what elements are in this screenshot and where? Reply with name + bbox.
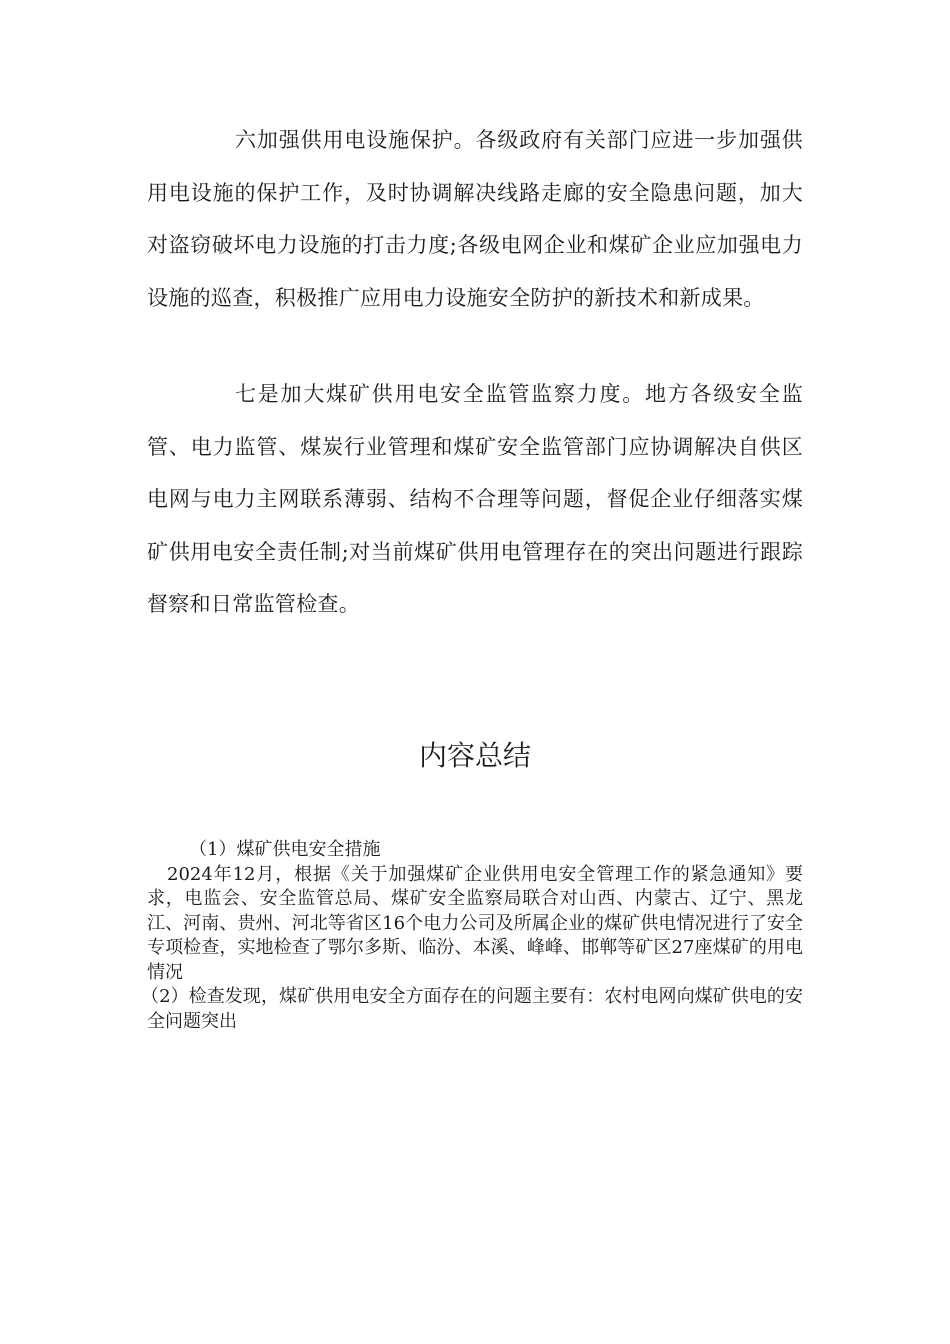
body-paragraph-6: 六加强供用电设施保护。各级政府有关部门应进一步加强供用电设施的保护工作，及时协调解决线路走廊的安全隐患问题，加大对盗窃破坏电力设施的打击力度;各级电网企业和煤矿企业应加强电力设施的巡查，积极推广应用电力设施安全防护的新技术和新成果。 <box>147 128 803 310</box>
summary-section <box>141 838 803 1034</box>
summary-item-2: （2）检查发现，煤矿供用电安全方面存在的问题主要有：农村电网向煤矿供电的安全问题突出 <box>141 986 803 1032</box>
summary-title: 内容总结 <box>418 739 531 772</box>
summary-item-1-body: 2024年12月，根据《关于加强煤矿企业供用电安全管理工作的紧急通知》要求，电监会、安全监管总局、煤矿安全监察局联合对山西、内蒙古、辽宁、黑龙江、河南、贵州、河北等省区16个电力公司及所属企业的煤矿供电情况进行了安全专项检查，实地检查了鄂尔多斯、临汾、本溪、峰峰、邯郸等矿区27座煤矿的用电情况 <box>147 863 803 983</box>
summary-item-1-heading: （1）煤矿供电安全措施 <box>189 839 381 860</box>
body-paragraph-7: 七是加大煤矿供用电安全监管监察力度。地方各级安全监管、电力监管、煤炭行业管理和煤矿安全监管部门应协调解决自供区电网与电力主网联系薄弱、结构不合理等问题，督促企业仔细落实煤矿供用电安全责任制;对当前煤矿供用电管理存在的突出问题进行跟踪督察和日常监管检查。 <box>147 382 803 617</box>
